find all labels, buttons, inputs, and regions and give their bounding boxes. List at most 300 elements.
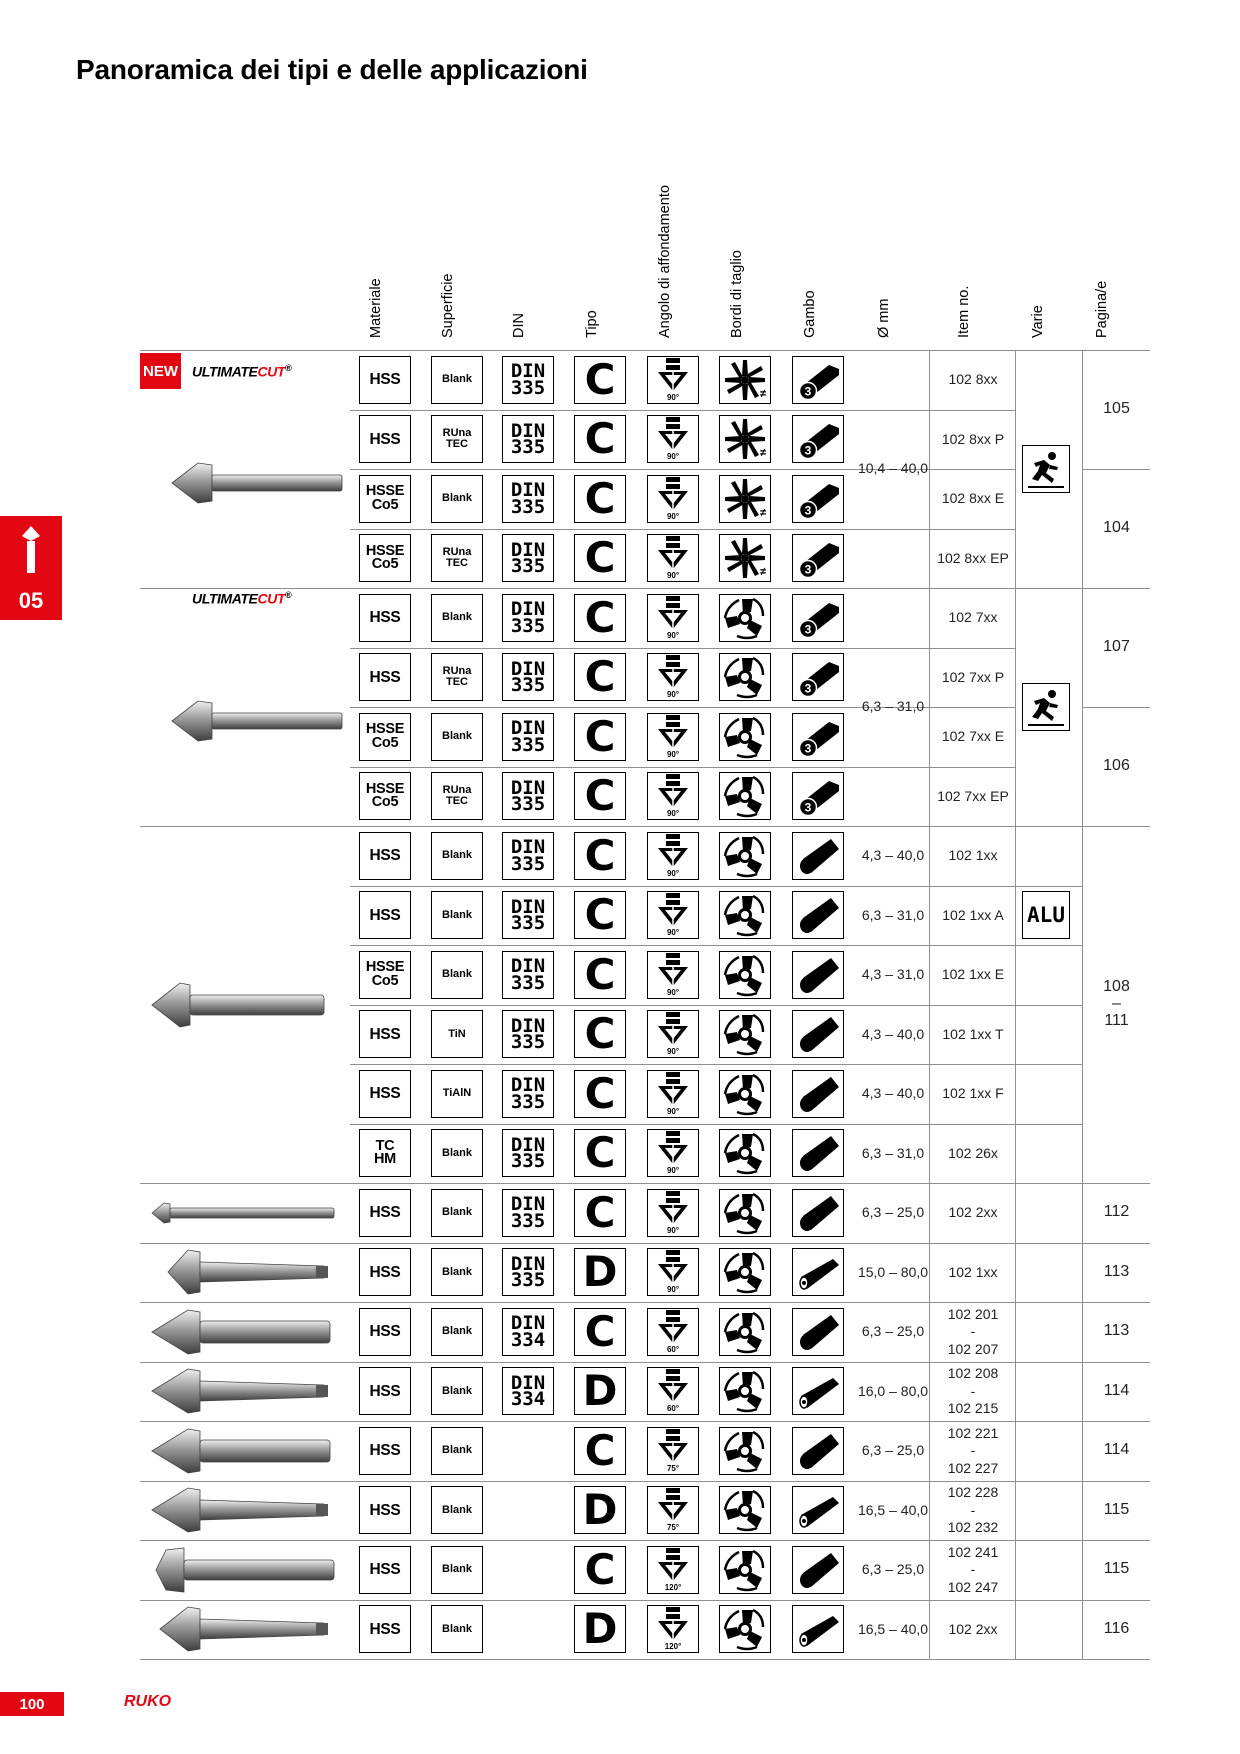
din-prefix: DIN — [510, 657, 546, 680]
cell-line: TC — [375, 1137, 395, 1154]
material-badge — [359, 951, 411, 999]
cell-line: 115 — [1103, 1500, 1130, 1518]
countersink-tool-image — [148, 1304, 338, 1365]
grid-line — [350, 767, 930, 768]
diameter-range: 6,3 – 31,0 — [861, 1144, 925, 1161]
material-badge — [359, 772, 411, 820]
cell-line: 102 7xx E — [941, 728, 1005, 744]
three-cutting-edges-icon — [719, 891, 771, 939]
cell-line: 102 1xx — [948, 847, 998, 863]
svg-text:75°: 75° — [666, 1523, 680, 1533]
type-badge: C — [574, 832, 626, 880]
grid-line — [350, 1005, 930, 1006]
angle-icon — [647, 356, 699, 404]
section-tab[interactable] — [0, 516, 62, 620]
alu-badge: ALU — [1022, 891, 1070, 939]
angle-icon — [647, 772, 699, 820]
cell-line: – — [1112, 995, 1121, 1013]
din-number: 335 — [510, 912, 546, 935]
cell-line: - — [970, 1501, 976, 1518]
cell-line: HSS — [369, 1025, 401, 1043]
page-reference — [1083, 350, 1150, 469]
column-header-angolo: Angolo di affondamento — [657, 185, 673, 338]
item-number — [931, 1362, 1015, 1422]
grid-line — [350, 529, 930, 530]
round-shank-icon — [792, 1427, 844, 1475]
din-badge — [502, 1248, 554, 1296]
surface-badge — [431, 951, 483, 999]
svg-text:90°: 90° — [666, 690, 680, 700]
din-prefix: DIN — [510, 1252, 546, 1275]
morse-taper-shank-icon — [792, 1248, 844, 1296]
diameter-range: 16,0 – 80,0 — [857, 1382, 929, 1399]
angle-icon — [647, 1248, 699, 1296]
type-badge: C — [574, 1129, 626, 1177]
grid-line — [350, 945, 930, 946]
material-badge — [359, 1367, 411, 1415]
cell-line: 102 228 — [947, 1484, 999, 1500]
page-reference — [1083, 1540, 1150, 1600]
cell-line: HSSE — [365, 959, 405, 976]
page-reference — [1083, 1481, 1150, 1541]
cell-line: 102 8xx P — [941, 430, 1005, 447]
cell-line: 102 8xx E — [941, 490, 1005, 506]
item-number — [931, 1064, 1015, 1124]
svg-text:90°: 90° — [666, 452, 680, 462]
page-reference — [1083, 707, 1150, 826]
cell-line: - — [970, 1382, 976, 1399]
type-badge: C — [574, 653, 626, 701]
three-cutting-edges-icon — [719, 713, 771, 761]
material-badge — [359, 1010, 411, 1058]
ultimatecut-logo — [192, 363, 291, 380]
item-number — [931, 469, 1015, 529]
cell-line: Co5 — [371, 496, 399, 513]
din-prefix: DIN — [510, 776, 546, 799]
page-reference — [1083, 1600, 1150, 1660]
column-header-pagina: Pagina/e — [1094, 280, 1110, 338]
grid-line — [350, 1124, 930, 1125]
item-number — [931, 1005, 1015, 1065]
din-badge — [502, 832, 554, 880]
cell-line: HSS — [369, 1323, 401, 1340]
type-badge: C — [574, 713, 626, 761]
cell-line: HSS — [369, 430, 401, 448]
din-number: 334 — [510, 1388, 546, 1411]
cell-line: RUna — [442, 664, 472, 677]
round-shank-icon — [792, 1070, 844, 1118]
din-prefix: DIN — [510, 1133, 546, 1156]
item-number — [931, 886, 1015, 946]
type-badge: D — [574, 1486, 626, 1534]
type-badge: C — [574, 356, 626, 404]
cell-line: 102 1xx — [948, 1263, 998, 1280]
cell-line: 102 26x — [948, 1144, 998, 1161]
type-badge: D — [574, 1367, 626, 1415]
three-cutting-edges-icon — [719, 1367, 771, 1415]
item-number — [931, 1243, 1015, 1303]
diameter-range: 15,0 – 80,0 — [857, 1263, 929, 1280]
three-cutting-edges-icon — [719, 1486, 771, 1534]
din-badge — [502, 951, 554, 999]
angle-icon — [647, 951, 699, 999]
grid-line — [350, 648, 930, 649]
din-prefix: DIN — [510, 1193, 546, 1216]
countersink-tab-icon — [0, 516, 62, 586]
din-number: 335 — [510, 1209, 546, 1232]
svg-text:90°: 90° — [666, 749, 680, 759]
three-cutting-edges-icon — [719, 1546, 771, 1594]
cell-line: RUna — [442, 545, 472, 558]
material-badge — [359, 713, 411, 761]
din-number: 335 — [510, 1090, 546, 1113]
diameter-range: 4,3 – 40,0 — [861, 1085, 925, 1101]
din-badge — [502, 1070, 554, 1118]
din-prefix: DIN — [510, 1371, 546, 1394]
round-shank-icon — [792, 951, 844, 999]
angle-icon — [647, 1129, 699, 1177]
diameter-range: 4,3 – 31,0 — [861, 966, 925, 982]
cell-line: RUna — [442, 783, 472, 796]
unequal-cutting-edges-icon — [719, 475, 771, 523]
countersink-tool-image — [148, 1542, 338, 1603]
cell-line: 104 — [1103, 519, 1130, 537]
cell-line: Blank — [442, 1146, 472, 1159]
round-shank-icon — [792, 1189, 844, 1237]
cell-line: 105 — [1103, 400, 1130, 418]
cell-line: HSS — [369, 1204, 401, 1221]
material-badge — [359, 653, 411, 701]
registered-mark: ® — [285, 363, 292, 373]
svg-text:3: 3 — [804, 800, 812, 815]
type-badge: C — [574, 1189, 626, 1237]
din-prefix: DIN — [510, 717, 546, 740]
grid-line — [350, 886, 930, 887]
angle-icon — [647, 1070, 699, 1118]
surface-badge — [431, 1189, 483, 1237]
item-number — [931, 1600, 1015, 1660]
column-header-varie: Varie — [1030, 305, 1046, 338]
din-badge — [502, 534, 554, 582]
din-number: 335 — [510, 614, 546, 637]
cell-line: Blank — [442, 611, 472, 624]
din-badge — [502, 356, 554, 404]
svg-text:120°: 120° — [664, 1642, 682, 1652]
din-prefix: DIN — [510, 1074, 546, 1097]
cell-line: 115 — [1103, 1560, 1130, 1578]
cell-line: HSS — [369, 1085, 401, 1102]
section-number: 05 — [18, 588, 44, 613]
din-badge — [502, 1129, 554, 1177]
item-number — [931, 648, 1015, 708]
item-number — [931, 826, 1015, 886]
surface-badge — [431, 713, 483, 761]
surface-badge — [431, 415, 483, 463]
svg-text:90°: 90° — [666, 928, 680, 938]
cell-line: 114 — [1103, 1441, 1130, 1459]
cell-line: 102 2xx — [948, 1620, 998, 1637]
cell-line: Blank — [442, 1503, 472, 1516]
svg-text:≠: ≠ — [760, 506, 767, 519]
countersink-tool-image — [148, 1363, 338, 1424]
cell-line: HSSE — [365, 542, 405, 559]
diameter-range: 4,3 – 40,0 — [861, 1025, 925, 1042]
three-cutting-edges-icon — [719, 832, 771, 880]
column-header-din: DIN — [511, 313, 527, 338]
footer-brand: RUKO — [124, 1693, 172, 1710]
round-shank-icon — [792, 1010, 844, 1058]
item-number — [931, 1421, 1015, 1481]
svg-text:≠: ≠ — [760, 387, 767, 400]
cell-line: 102 1xx T — [942, 1025, 1004, 1042]
svg-text:≠: ≠ — [760, 447, 767, 460]
type-badge: D — [574, 1605, 626, 1653]
material-badge — [359, 534, 411, 582]
cell-line: 102 1xx A — [942, 906, 1004, 923]
round-shank-icon — [792, 1546, 844, 1594]
cell-line: HSS — [369, 1561, 401, 1578]
cell-line: - — [970, 1561, 976, 1577]
svg-text:90°: 90° — [666, 809, 680, 819]
svg-text:60°: 60° — [666, 1344, 680, 1354]
angle-icon — [647, 594, 699, 642]
page-title: Panoramica dei tipi e delle applicazioni — [76, 54, 588, 85]
din-badge — [502, 653, 554, 701]
material-badge — [359, 1546, 411, 1594]
din-number: 335 — [510, 793, 546, 816]
type-badge: C — [574, 415, 626, 463]
angle-icon — [647, 891, 699, 939]
surface-badge — [431, 1605, 483, 1653]
material-badge — [359, 356, 411, 404]
din-prefix: DIN — [510, 1014, 546, 1037]
three-cutting-edges-icon — [719, 772, 771, 820]
angle-icon — [647, 1189, 699, 1237]
cell-line: Blank — [442, 1563, 472, 1576]
cell-line: Blank — [442, 849, 472, 862]
grid-line — [1015, 1064, 1082, 1065]
material-badge — [359, 415, 411, 463]
svg-text:3: 3 — [804, 443, 812, 458]
type-badge: C — [574, 1010, 626, 1058]
svg-text:90°: 90° — [666, 1047, 680, 1057]
cell-line: 102 7xx P — [941, 668, 1005, 685]
item-number — [931, 1183, 1015, 1243]
cell-line: 102 7xx — [948, 609, 998, 625]
svg-text:90°: 90° — [666, 511, 680, 521]
morse-taper-shank-icon — [792, 1486, 844, 1534]
grid-line — [1015, 886, 1082, 887]
type-badge: C — [574, 891, 626, 939]
item-number — [931, 588, 1015, 648]
cell-line: Blank — [442, 492, 472, 505]
column-header-superficie: Superficie — [440, 273, 456, 338]
cell-line: HM — [374, 1151, 396, 1168]
svg-text:3: 3 — [804, 622, 812, 637]
angle-icon — [647, 1427, 699, 1475]
three-cutting-edges-icon — [719, 1308, 771, 1356]
type-badge: C — [574, 534, 626, 582]
cell-line: TEC — [446, 676, 468, 689]
din-badge — [502, 891, 554, 939]
three-cutting-edges-icon — [719, 1070, 771, 1118]
din-prefix: DIN — [510, 836, 546, 859]
unequal-cutting-edges-icon — [719, 534, 771, 582]
cell-line: HSSE — [365, 721, 405, 738]
material-badge — [359, 832, 411, 880]
svg-text:90°: 90° — [666, 1285, 680, 1295]
three-cutting-edges-icon — [719, 653, 771, 701]
grid-line — [350, 469, 930, 470]
column-header-tipo: Tipo — [584, 310, 600, 338]
countersink-tool-image — [148, 1423, 338, 1484]
cell-line: 102 8xx — [948, 371, 998, 387]
morse-taper-shank-icon — [792, 1367, 844, 1415]
svg-text:90°: 90° — [666, 1225, 680, 1235]
svg-text:120°: 120° — [664, 1582, 682, 1592]
item-number — [931, 1302, 1015, 1362]
round-shank-icon — [792, 1308, 844, 1356]
din-number: 335 — [510, 1150, 546, 1173]
svg-text:90°: 90° — [666, 987, 680, 997]
three-flat-shank-icon — [792, 475, 844, 523]
cell-line: 102 2xx — [948, 1204, 998, 1220]
cell-line: TEC — [446, 795, 468, 808]
material-badge — [359, 1189, 411, 1237]
brand-part: ULTIMATE — [192, 363, 258, 380]
brand-part: CUT — [257, 363, 286, 380]
countersink-tool-image — [148, 1601, 338, 1662]
cell-line: Blank — [442, 968, 472, 981]
page-reference — [1083, 1183, 1150, 1243]
svg-text:90°: 90° — [666, 1106, 680, 1116]
item-number — [931, 410, 1015, 470]
material-badge — [359, 1605, 411, 1653]
page-reference — [1083, 826, 1150, 1183]
cell-line: 116 — [1103, 1619, 1130, 1637]
three-flat-shank-icon — [792, 594, 844, 642]
column-header-gambo: Gambo — [802, 290, 818, 338]
cell-line: 111 — [1104, 1011, 1129, 1029]
cell-line: HSS — [369, 1382, 401, 1400]
type-badge: C — [574, 475, 626, 523]
three-flat-shank-icon — [792, 415, 844, 463]
three-cutting-edges-icon — [719, 951, 771, 999]
cell-line: - — [970, 1323, 976, 1339]
grid-line — [350, 1064, 930, 1065]
three-cutting-edges-icon — [719, 1010, 771, 1058]
din-badge — [502, 415, 554, 463]
cell-line: 107 — [1103, 638, 1130, 656]
cell-line: 102 221 — [947, 1424, 999, 1441]
column-header-item: Item no. — [956, 285, 972, 338]
material-badge — [359, 1070, 411, 1118]
grid-line — [350, 410, 930, 411]
type-badge: C — [574, 1308, 626, 1356]
item-number — [931, 350, 1015, 410]
material-badge — [359, 594, 411, 642]
din-number: 335 — [510, 733, 546, 756]
angle-icon — [647, 1367, 699, 1415]
surface-badge — [431, 534, 483, 582]
diameter-range: 6,3 – 25,0 — [861, 1204, 925, 1220]
cell-line: TEC — [446, 438, 468, 451]
din-badge — [502, 594, 554, 642]
material-badge — [359, 1427, 411, 1475]
registered-mark: ® — [285, 590, 292, 600]
cell-line: 102 208 — [947, 1365, 999, 1381]
column-header-diametro: Ø mm — [876, 298, 892, 338]
grid-line — [1015, 1005, 1082, 1006]
high-speed-runner-icon — [1022, 445, 1070, 493]
cell-line: RUna — [442, 426, 472, 439]
svg-text:≠: ≠ — [760, 566, 767, 579]
cell-line: HSS — [369, 1263, 401, 1281]
three-cutting-edges-icon — [719, 1605, 771, 1653]
din-prefix: DIN — [510, 598, 546, 621]
cell-line: HSS — [369, 1620, 401, 1638]
din-badge — [502, 713, 554, 761]
surface-badge — [431, 1546, 483, 1594]
cell-line: Co5 — [371, 972, 399, 989]
brand-part: ULTIMATE — [192, 590, 258, 607]
cell-line: 113 — [1103, 1262, 1130, 1280]
din-badge — [502, 1010, 554, 1058]
ultimatecut-logo — [192, 590, 291, 607]
unequal-cutting-edges-icon — [719, 356, 771, 404]
cell-line: HSSE — [365, 483, 405, 500]
din-prefix: DIN — [510, 360, 546, 383]
cell-line: Blank — [442, 373, 472, 386]
material-badge — [359, 1129, 411, 1177]
angle-icon — [647, 653, 699, 701]
din-prefix: DIN — [510, 419, 546, 442]
surface-badge — [431, 1308, 483, 1356]
svg-text:3: 3 — [804, 503, 812, 518]
countersink-tool-image — [168, 453, 348, 518]
angle-icon — [647, 1546, 699, 1594]
type-badge: C — [574, 1070, 626, 1118]
page-reference — [1083, 1421, 1150, 1481]
din-number: 335 — [510, 852, 546, 875]
din-badge — [502, 1308, 554, 1356]
angle-icon — [647, 1308, 699, 1356]
din-prefix: DIN — [510, 955, 546, 978]
cell-line: 102 201 — [947, 1305, 999, 1322]
surface-badge — [431, 1486, 483, 1534]
round-shank-icon — [792, 1129, 844, 1177]
surface-badge — [431, 475, 483, 523]
high-speed-runner-icon — [1022, 683, 1070, 731]
cell-line: Blank — [442, 730, 472, 743]
page-reference — [1083, 588, 1150, 707]
three-flat-shank-icon — [792, 534, 844, 582]
new-badge: NEW — [140, 353, 181, 389]
cell-line: TiAlN — [442, 1087, 472, 1100]
grid-line — [1015, 350, 1016, 1659]
page-reference — [1083, 1362, 1150, 1422]
surface-badge — [431, 772, 483, 820]
type-badge: C — [574, 1427, 626, 1475]
material-badge — [359, 1248, 411, 1296]
grid-line — [1015, 1124, 1082, 1125]
three-flat-shank-icon — [792, 653, 844, 701]
type-badge: D — [574, 1248, 626, 1296]
material-badge — [359, 1308, 411, 1356]
din-number: 335 — [510, 495, 546, 518]
cell-line: TEC — [446, 557, 468, 570]
three-cutting-edges-icon — [719, 1189, 771, 1237]
